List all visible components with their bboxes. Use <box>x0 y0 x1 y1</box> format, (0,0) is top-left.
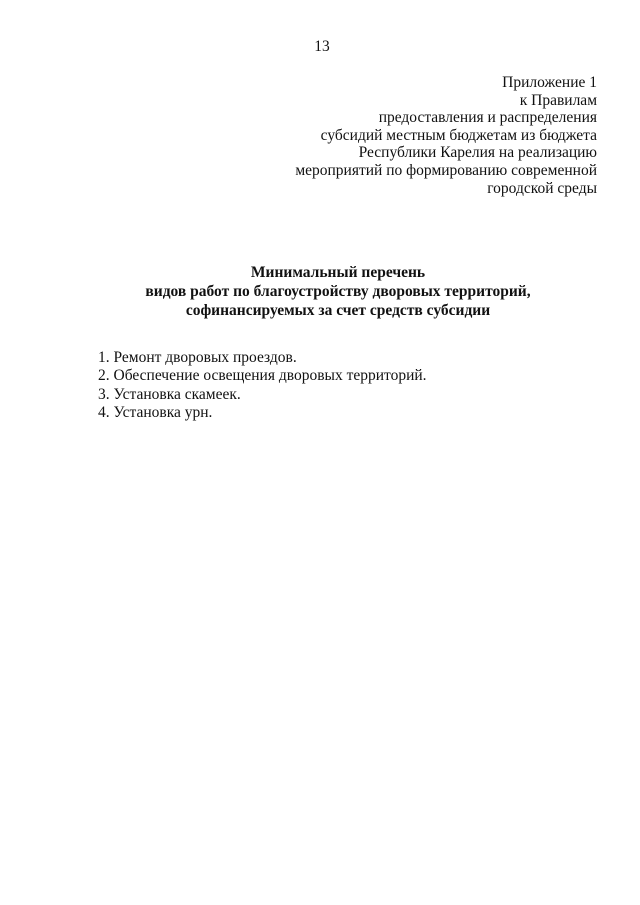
works-list <box>98 349 427 422</box>
appendix-line: мероприятий по формированию современной <box>295 161 597 179</box>
appendix-line: субсидий местным бюджетам из бюджета <box>320 126 597 144</box>
list-item: 4. Установка урн. <box>98 403 213 421</box>
title-line: видов работ по благоустройству дворовых территорий, <box>145 283 531 300</box>
appendix-line: Республики Карелия на реализацию <box>358 144 597 162</box>
document-title <box>0 263 640 320</box>
list-item: 1. Ремонт дворовых проездов. <box>98 349 297 366</box>
page-number: 13 <box>314 38 330 55</box>
appendix-line: предоставления и распределения <box>378 109 597 127</box>
appendix-line: Приложение 1 <box>502 74 597 91</box>
appendix-header <box>295 74 597 197</box>
appendix-line: городской среды <box>487 179 597 197</box>
list-item: 2. Обеспечение освещения дворовых территорий. <box>98 367 427 385</box>
title-line: софинансируемых за счет средств субсидии <box>185 302 491 319</box>
list-item: 3. Установка скамеек. <box>98 385 241 403</box>
appendix-line: к Правилам <box>519 91 597 109</box>
title-line: Минимальный перечень <box>250 264 426 281</box>
